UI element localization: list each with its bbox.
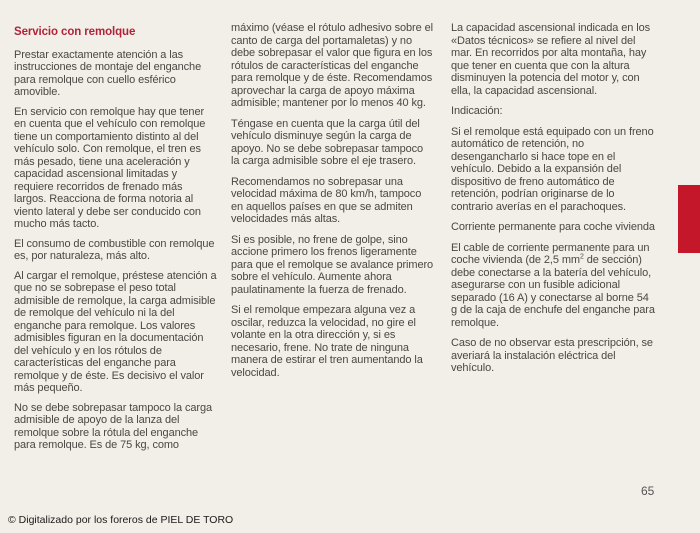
paragraph: El consumo de combustible con remolque es, por naturaleza, más alto. xyxy=(14,237,215,262)
paragraph: máximo (véase el rótulo adhesivo sobre el canto de carga del portamaletas) y no debe sobrepasar el valor que figura en los rótulos de características del enganche para remolque y de éste. Recomendamos aprovechar la carga de apoyo máxima admisible; mantener por lo menos 40 kg. xyxy=(231,22,433,109)
page-number: 65 xyxy=(641,484,655,498)
paragraph: En servicio con remolque hay que tener en cuenta que el vehículo con remolque tiene un comportamiento distinto al del vehículo solo. Con remolque, el tren es más pesado, tiene una aceleración y capacidad ascensional limitadas y requiere recorridos de frenado más largos. Reacciona de forma notoria al viento lateral y debe ser conducido con mucho más tacto. xyxy=(14,105,206,230)
paragraph: Si es posible, no frene de golpe, sino accione primero los frenos ligeramente para que el remolque se avalance primero sobre el vehículo. Aumente ahora paulatinamente la fuerza de frenado. xyxy=(231,233,434,296)
paragraph: Caso de no observar esta prescripción, se averiará la instalación eléctrica del vehículo. xyxy=(451,337,653,374)
subheading: Corriente permanente para coche vivienda xyxy=(451,221,655,233)
paragraph: Recomendamos no sobrepasar una velocidad máxima de 80 km/h, tampoco en aquellos países en que se admiten velocidades más altas. xyxy=(231,175,422,225)
paragraph: Téngase en cuenta que la carga útil del vehículo disminuye según la carga de apoyo. No se debe sobrepasar tampoco la carga admisible sobre el eje trasero. xyxy=(231,117,424,167)
note-label: Indicación: xyxy=(451,105,503,117)
paragraph: Si el remolque está equipado con un freno automático de retención, no desengancharlo si hace tope en el vehículo. Debido a la expansión del dispositivo de freno automático de retención, podrían originarse de lo contrario averías en el parachoques. xyxy=(451,125,654,213)
paragraph: Al cargar el remolque, préstese atención a que no se sobrepase el peso total admisible de remolque, la carga admisible de remolque del vehículo ni la del enganche para remolque. Los valores admisibles figuran en la documentación del vehículo y en los rótulos de características del enganche para remolque y de éste. Es decisivo el valor más pequeño. xyxy=(14,269,217,394)
column-2 xyxy=(231,22,434,387)
text-fragment: El cable de corriente permanente para un coche vivienda (de 2,5 mm xyxy=(451,241,650,266)
paragraph: Prestar exactamente atención a las instrucciones de montaje del enganche para remolque con cuello esférico amovible. xyxy=(14,48,202,98)
chapter-tab-marker xyxy=(678,185,700,253)
column-1 xyxy=(14,22,217,459)
paragraph xyxy=(451,242,656,330)
section-title: Servicio con remolque xyxy=(14,26,136,38)
paragraph: La capacidad ascensional indicada en los «Datos técnicos» se refiere al nivel del mar. En recorridos por alta montaña, hay que tener en cuenta que con la altura disminuyen la potencia del motor y, con ella, la capacidad ascensional. xyxy=(451,22,651,97)
paragraph: No se debe sobrepasar tampoco la carga admisible de apoyo de la lanza del remolque sobre la rótula del enganche para remolque. Es de 75 kg, como xyxy=(14,401,212,451)
superscript: 2 xyxy=(579,253,584,261)
text-fragment: de sección) debe conectarse a la batería del vehículo, asegurarse con un fusible adicional separado (16 A) y conectarse al borne 54 g de la caja de enchufe del enganche para remolque. xyxy=(451,254,655,329)
column-3 xyxy=(451,22,656,383)
scan-credit: © Digitalizado por los foreros de PIEL DE TORO xyxy=(8,514,234,526)
paragraph: Si el remolque empezara alguna vez a oscilar, reduzca la velocidad, no gire el volante en la otra dirección y, si es necesario, frene. No trate de ninguna manera de estirar el tren aumentando la velocidad. xyxy=(231,304,423,379)
